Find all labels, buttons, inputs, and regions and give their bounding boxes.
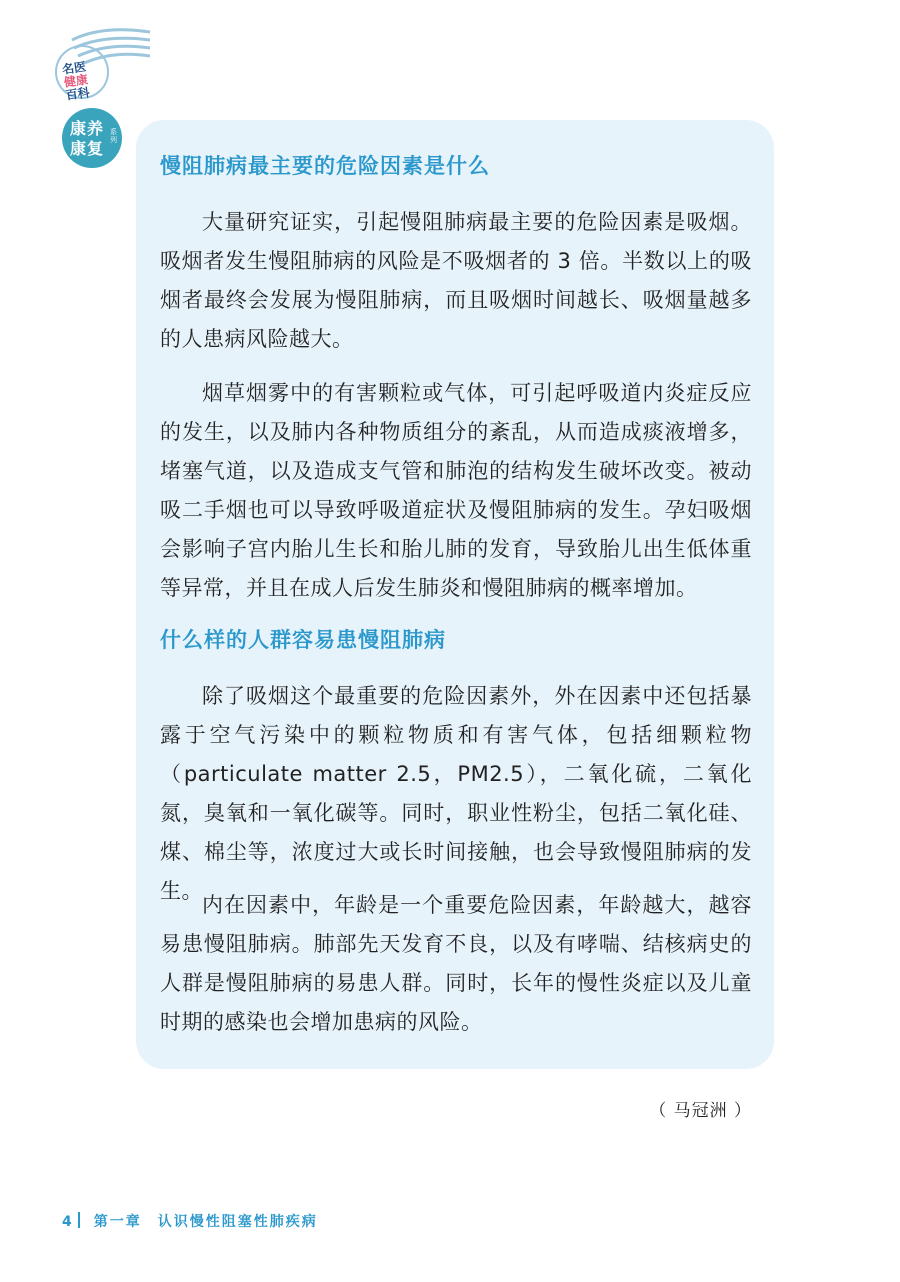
postmark-stamp-icon [42,20,152,100]
page-number: 4 [62,1214,74,1230]
paragraph: 除了吸烟这个最重要的危险因素外，外在因素中还包括暴露于空气污染中的颗粒物质和有害气体，包括细颗粒物（particulate matter 2.5，PM2.5），二氧化硫，二氧化氮，臭氧和一氧化碳等。同时，职业性粉尘，包括二氧化硅、煤、棉尘等，浓度过大或长时间接触，也会导致慢阻肺病的发生。 [160,684,752,903]
paragraph: 内在因素中，年龄是一个重要危险因素，年龄越大，越容易患慢阻肺病。肺部先天发育不良，以及有哮喘、结核病史的人群是慢阻肺病的易患人群。同时，长年的慢性炎症以及儿童时期的感染也会增加患病的风险。 [160,893,752,1034]
series-badge [62,108,122,168]
chapter-title: 第一章 认识慢性阻塞性肺疾病 [93,1214,318,1230]
page-footer [62,1211,318,1231]
footer-divider [78,1212,80,1228]
series-logo [14,10,144,160]
badge-line-2: 康复 [70,139,105,158]
section-title-risk-groups: 什么样的人群容易患慢阻肺病 [160,628,446,652]
logo-stamp-text: 名医 健康 百科 [61,59,91,103]
paragraph: 烟草烟雾中的有害颗粒或气体，可引起呼吸道内炎症反应的发生，以及肺内各种物质组分的紊乱，从而造成痰液增多，堵塞气道，以及造成支气管和肺泡的结构发生破坏改变。被动吸二手烟也可以导致呼吸道症状及慢阻肺病的发生。孕妇吸烟会影响子宫内胎儿生长和胎儿肺的发育，导致胎儿出生低体重等异常，并且在成人后发生肺炎和慢阻肺病的概率增加。 [160,381,752,600]
badge-line-1: 康养 [70,119,105,138]
paragraph: 大量研究证实，引起慢阻肺病最主要的危险因素是吸烟。吸烟者发生慢阻肺病的风险是不吸烟者的 3 倍。半数以上的吸烟者最终会发展为慢阻肺病，而且吸烟时间越长、吸烟量越多的人患病风险越大。 [160,210,752,351]
badge-sub: 系列 [110,128,117,144]
author-credit: （ 马冠洲 ） [649,1101,752,1121]
section-title-risk-factor: 慢阻肺病最主要的危险因素是什么 [160,154,490,178]
